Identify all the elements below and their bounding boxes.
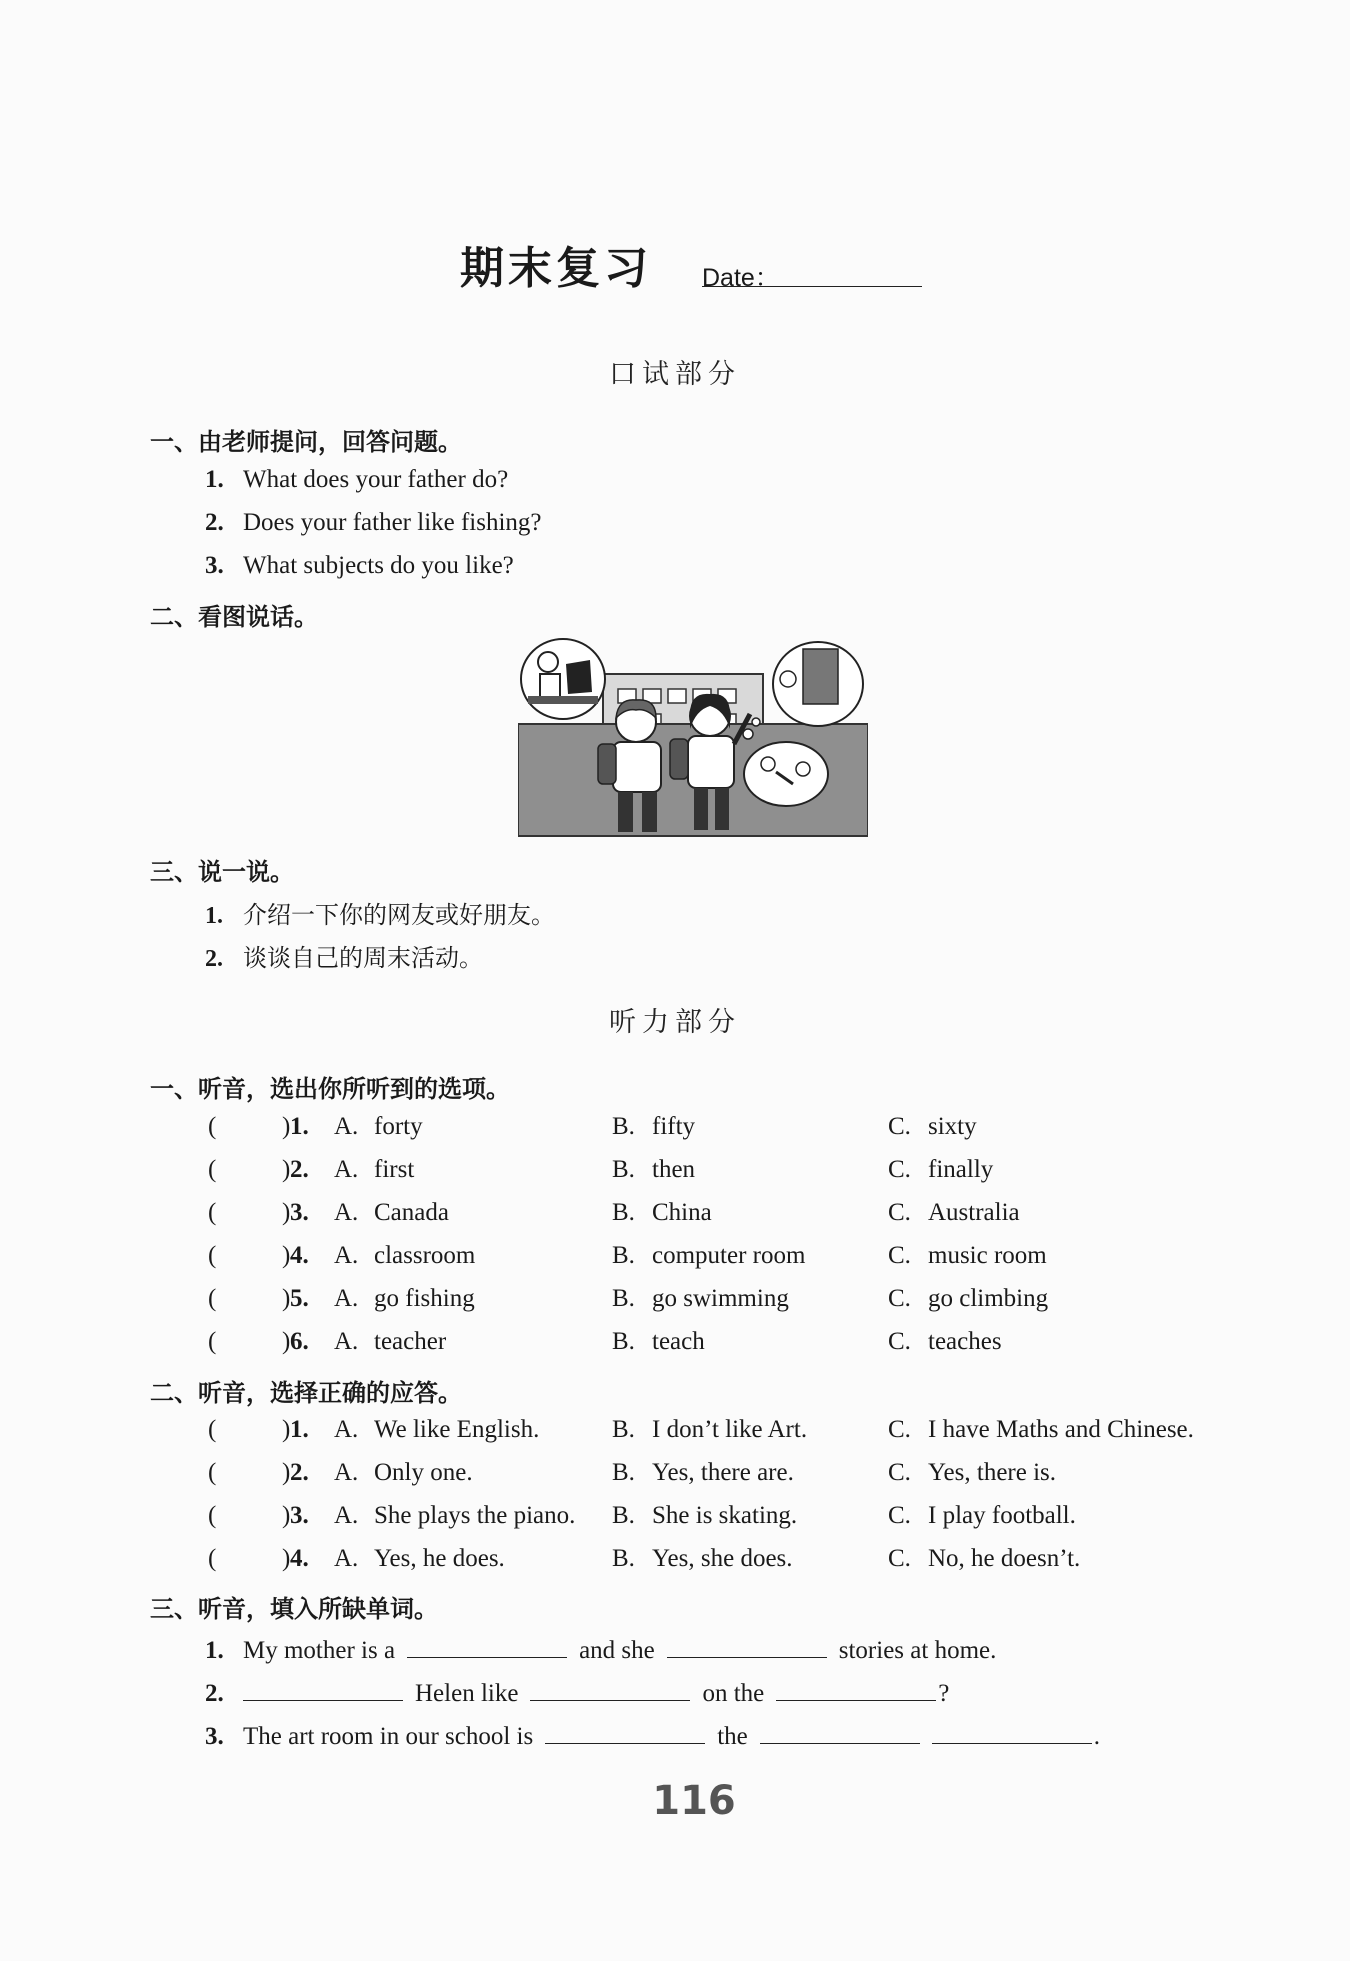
oral-question-3: 3. What subjects do you like?: [205, 552, 514, 579]
choice-row: ( ) 5. A. go fishing B. go swimming C. go climbing: [208, 1285, 1049, 1312]
fill-in-sentence-2: 2. Helen like on the ?: [205, 1676, 949, 1708]
listening-section-3-heading: 三、听音，填入所缺单词。: [150, 1595, 438, 1623]
oral-question-2: 2. Does your father like fishing?: [205, 509, 542, 536]
fill-in-sentence-1: 1. My mother is a and she stories at home.: [205, 1633, 996, 1665]
answer-blank[interactable]: [243, 1676, 403, 1701]
choice-row: ( ) 1. A. forty B. fifty C. sixty: [208, 1113, 977, 1140]
oral-section-3-heading: 三、说一说。: [150, 858, 294, 886]
choice-row: ( ) 3. A. Canada B. China C. Australia: [208, 1199, 1020, 1226]
page-number: 116: [652, 1778, 736, 1824]
answer-blank[interactable]: [932, 1719, 1092, 1744]
oral-topic-2: 2. 谈谈自己的周末活动。: [205, 944, 483, 972]
answer-blank[interactable]: [530, 1676, 690, 1701]
date-blank-line: [702, 286, 922, 287]
header: [460, 232, 780, 296]
listening-section-2-heading: 二、听音，选择正确的应答。: [150, 1379, 462, 1407]
answer-blank[interactable]: [545, 1719, 705, 1744]
choice-row: ( ) 4. A. classroom B. computer room C. music room: [208, 1242, 1047, 1269]
school-scene-illustration: [518, 634, 868, 839]
listening-part-title: 听力部分: [609, 1007, 741, 1038]
answer-blank[interactable]: [776, 1676, 936, 1701]
oral-section-2-heading: 二、看图说话。: [150, 603, 318, 631]
oral-question-1: 1. What does your father do?: [205, 466, 509, 493]
listening-section-1-heading: 一、听音，选出你所听到的选项。: [150, 1075, 510, 1103]
oral-section-1-heading: 一、由老师提问，回答问题。: [150, 428, 462, 456]
date-label: Date：: [702, 264, 780, 292]
response-row: ( ) 3. A. She plays the piano. B. She is skating. C. I play football.: [208, 1502, 1076, 1529]
fill-in-sentence-3: 3. The art room in our school is the .: [205, 1719, 1100, 1751]
response-row: ( ) 2. A. Only one. B. Yes, there are. C. Yes, there is.: [208, 1459, 1057, 1486]
choice-row: ( ) 6. A. teacher B. teach C. teaches: [208, 1328, 1002, 1355]
response-row: ( ) 1. A. We like English. B. I don’t like Art. C. I have Maths and Chinese.: [208, 1416, 1194, 1443]
answer-blank[interactable]: [407, 1633, 567, 1658]
response-row: ( ) 4. A. Yes, he does. B. Yes, she does. C. No, he doesn’t.: [208, 1545, 1081, 1572]
page-title: 期末复习: [460, 243, 652, 294]
oral-topic-1: 1. 介绍一下你的网友或好朋友。: [205, 901, 555, 929]
answer-blank[interactable]: [667, 1633, 827, 1658]
choice-row: ( ) 2. A. first B. then C. finally: [208, 1156, 994, 1183]
oral-part-title: 口试部分: [609, 359, 741, 390]
answer-blank[interactable]: [760, 1719, 920, 1744]
